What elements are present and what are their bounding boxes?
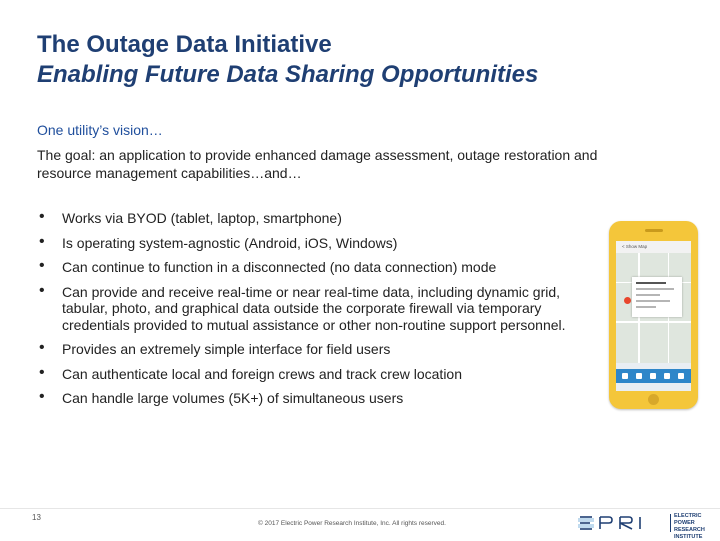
bullet-icon: • xyxy=(39,257,45,274)
list-item: • Can continue to function in a disconnected (no data connection) mode xyxy=(39,257,497,275)
toolbar-icon xyxy=(636,373,642,379)
bullet-icon: • xyxy=(39,388,45,405)
bullet-icon: • xyxy=(39,339,45,356)
list-item: • Works via BYOD (tablet, laptop, smartphone) xyxy=(39,208,342,226)
epri-logo xyxy=(578,511,708,540)
info-card xyxy=(632,277,682,317)
logo-divider xyxy=(670,514,671,532)
phone-speaker xyxy=(645,229,663,232)
list-item: • Is operating system-agnostic (Android, iOS, Windows) xyxy=(39,232,398,251)
epri-logo-mark-icon xyxy=(578,513,668,533)
app-header: < Show Map xyxy=(616,241,691,253)
toolbar-icon xyxy=(622,373,628,379)
bullet-icon: • xyxy=(39,232,45,250)
slide-title xyxy=(37,30,538,90)
map-view xyxy=(616,253,691,363)
app-toolbar xyxy=(616,369,691,383)
title-line-1: The Outage Data Initiative xyxy=(37,31,332,58)
goal-text: The goal: an application to provide enhanced damage assessment, outage restoration and resource management capabilities…and… xyxy=(37,147,598,181)
bullet-icon: • xyxy=(39,208,45,225)
vision-subheading: One utility’s vision… xyxy=(37,122,163,138)
home-button-icon xyxy=(648,394,659,405)
toolbar-icon xyxy=(678,373,684,379)
phone-screen xyxy=(616,241,691,391)
list-item: • Can handle large volumes (5K+) of simultaneous users xyxy=(39,388,404,406)
requirements-list xyxy=(37,210,597,415)
logo-text: ELECTRIC POWER RESEARCH INSTITUTE xyxy=(674,513,705,540)
map-pin-icon xyxy=(624,297,631,304)
list-item: • Can provide and receive real-time or near real-time data, including dynamic grid, tabular, photo, and graphical data outside the corporate firewall via temporary credentials provided to mutual assistance or other non-routine support personnel. xyxy=(39,281,566,333)
list-item: • Can authenticate local and foreign crews and track crew location xyxy=(39,363,462,382)
bullet-icon: • xyxy=(39,281,45,299)
smartphone-image xyxy=(609,221,698,409)
bullet-icon: • xyxy=(39,363,45,381)
copyright-notice: © 2017 Electric Power Research Institute, Inc. All rights reserved. xyxy=(258,520,446,527)
toolbar-icon xyxy=(650,373,656,379)
title-line-2: Enabling Future Data Sharing Opportunities xyxy=(37,61,539,88)
footer-divider xyxy=(0,508,720,509)
slide-number: 13 xyxy=(32,513,41,522)
list-item: • Provides an extremely simple interface for field users xyxy=(39,339,391,357)
toolbar-icon xyxy=(664,373,670,379)
